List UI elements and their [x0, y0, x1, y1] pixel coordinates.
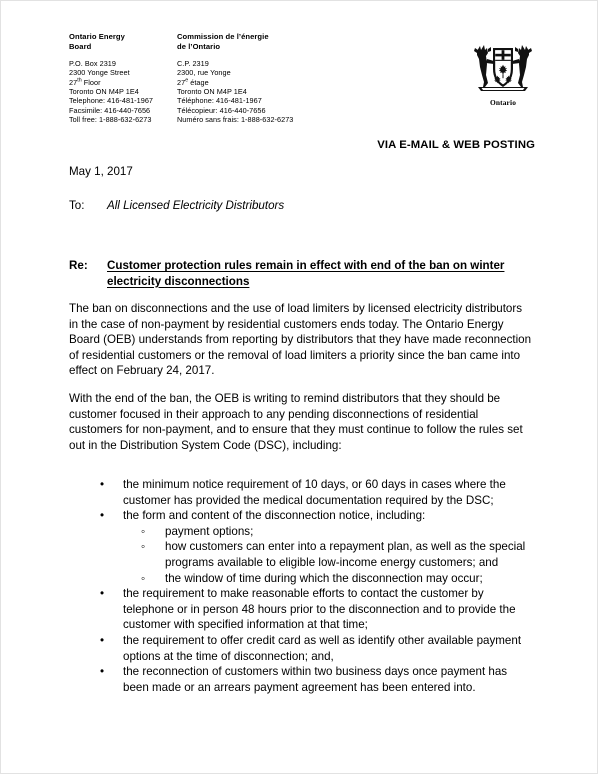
- crest-wordmark: Ontario: [489, 98, 517, 107]
- requirements-list: [69, 477, 533, 695]
- requirement-text: the minimum notice requirement of 10 days, or 60 days in cases where the customer has provided the medical documentation required by the DSC;: [123, 478, 506, 507]
- address-french: [177, 59, 367, 124]
- requirement-item: [69, 633, 533, 664]
- requirement-text: the requirement to make reasonable efforts to contact the customer by telephone or in person 48 hours prior to the disconnection and to provide the customer with specified information at that time;: [123, 587, 516, 632]
- letterhead-french-block: [177, 32, 367, 124]
- requirement-text: the reconnection of customers within two business days once payment has been made or an arrears payment agreement has been entered into.: [123, 665, 508, 694]
- address-line: 27th Floor: [69, 77, 101, 87]
- org-name-english-line-1: Ontario Energy: [69, 32, 125, 41]
- address-line: Téléphone: 416-481-1967: [177, 96, 262, 106]
- subject-value: Customer protection rules remain in effect with end of the ban on winter electricity disconnections: [107, 259, 505, 288]
- body-paragraph: The ban on disconnections and the use of load limiters by licensed electricity distributors in the case of non-payment by residential customers ends today. The Ontario Energy Board (OEB) understands from reporting by distributors that they have made reconnection of residential customers or the removal of load limiters a priority since the ban came into effect on February 24, 2017.: [69, 302, 532, 378]
- requirement-item: [69, 586, 533, 633]
- letterhead: [69, 32, 535, 124]
- recipient-value: All Licensed Electricity Distributors: [107, 199, 285, 212]
- letterhead-english-block: [69, 32, 177, 124]
- requirement-sub-item: ◦ how customers can enter into a repayment plan, as well as the special programs available to eligible low-income energy customers; and: [123, 539, 533, 570]
- body-paragraph: With the end of the ban, the OEB is writing to remind distributors that they should be customer focused in their approach to any pending disconnections of residential customers for non-payment, and to ensure that they must continue to follow the rules set out in the Distribution System Code (DSC), including:: [69, 392, 523, 452]
- recipient-row: [69, 199, 284, 212]
- distribution-notice: VIA E-MAIL & WEB POSTING: [377, 139, 535, 151]
- coat-of-arms-icon: [472, 37, 534, 97]
- address-line: Toronto ON M4P 1E4: [69, 87, 139, 97]
- address-line: Facsimile: 416-440-7656: [69, 105, 151, 115]
- address-line: 2300, rue Yonge: [177, 68, 231, 78]
- address-line: 27e étage: [177, 77, 209, 87]
- address-line: Numéro sans frais: 1-888-632-6273: [177, 114, 294, 124]
- address-line: P.O. Box 2319: [69, 59, 116, 69]
- org-name-french: [177, 32, 367, 51]
- requirement-text: the form and content of the disconnection notice, including:: [123, 509, 426, 523]
- ontario-coat-of-arms-logo: [467, 37, 539, 111]
- requirement-sub-list: [123, 524, 533, 586]
- org-name-french-line-2: de l’Ontario: [177, 41, 221, 51]
- requirement-text: the requirement to offer credit card as well as identify other available payment options at the time of disconnection; and,: [123, 633, 522, 663]
- requirement-item: [69, 664, 533, 695]
- address-line: C.P. 2319: [177, 59, 209, 69]
- org-name-english-line-2: Board: [69, 41, 92, 51]
- requirement-item: [69, 508, 533, 586]
- address-line: 2300 Yonge Street: [69, 68, 130, 78]
- requirement-item: [69, 477, 533, 508]
- subject-label: Re:: [69, 259, 88, 272]
- org-name-english: [69, 32, 177, 51]
- letter-date: May 1, 2017: [69, 165, 133, 178]
- address-line: Télécopieur: 416-440-7656: [177, 105, 266, 115]
- org-name-french-line-1: Commission de l’énergie: [177, 32, 269, 41]
- address-line: Toronto ON M4P 1E4: [177, 87, 247, 97]
- address-line: Telephone: 416-481-1967: [69, 96, 154, 106]
- address-english: [69, 59, 177, 124]
- requirement-sub-item: ◦ payment options;: [123, 524, 533, 540]
- recipient-label: To:: [69, 199, 85, 212]
- subject-row: [69, 258, 533, 289]
- address-line: Toll free: 1-888-632-6273: [69, 114, 152, 124]
- requirement-sub-item: ◦ the window of time during which the disconnection may occur;: [123, 571, 533, 587]
